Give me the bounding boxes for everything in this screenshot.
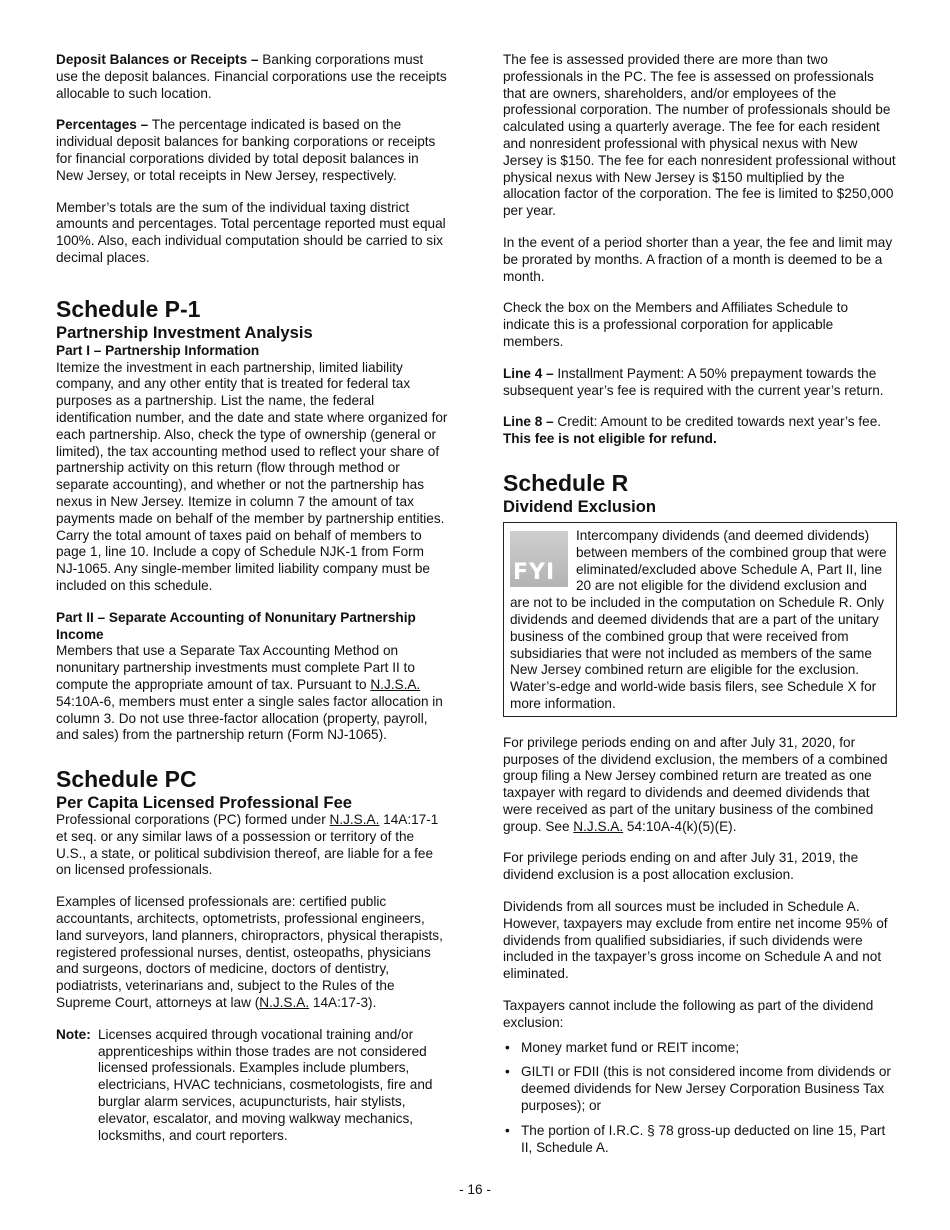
bullet-icon: • xyxy=(505,1122,510,1138)
left-column xyxy=(56,52,448,1144)
schedule-p1-subtitle: Partnership Investment Analysis xyxy=(56,322,313,342)
fyi-icon-label: FYI xyxy=(513,559,556,585)
line4-text: Installment Payment: A 50% prepayment towards the subsequent year’s fee is required with the current year’s return. xyxy=(503,365,884,398)
prorated-paragraph: In the event of a period shorter than a year, the fee and limit may be prorated by months. A fraction of a month is deemed to be a month. xyxy=(503,234,893,284)
bullet-text: Money market fund or REIT income; xyxy=(521,1039,740,1055)
schedule-p1-title: Schedule P-1 xyxy=(56,295,201,322)
njsa-reference: N.J.S.A. xyxy=(259,995,310,1011)
line8-paragraph xyxy=(503,414,897,448)
percentages-paragraph xyxy=(56,117,448,184)
bullet-text: GILTI or FDII (this is not considered income from dividends or deemed dividends for New Jersey Corporation Business Tax purposes); or xyxy=(521,1064,891,1114)
exclusion-bullet-list xyxy=(503,1040,897,1157)
deposit-balances-label: Deposit Balances or Receipts – xyxy=(56,52,259,67)
bullet-icon: • xyxy=(505,1039,510,1055)
pc-intro-text-a: Professional corporations (PC) formed under xyxy=(56,812,330,828)
percentages-text: The percentage indicated is based on the individual deposit balances for banking corporations or receipts for financial corporations divided by total deposit balances in New Jersey, or total receipts in New Jersey, respectively. xyxy=(56,117,436,183)
deposit-balances-text: Banking corporations must use the deposit balances. Financial corporations use the receipts allocable to such location. xyxy=(56,52,447,101)
note-text: Licenses acquired through vocational training and/or apprenticeships within those trades are not considered licensed professionals. Examples include plumbers, electricians, HVAC technicians, cosmetologists, fire and burglar alarm services, acupuncturists, hair stylists, elevator, escalator, and moving walkway mechanics, locksmiths, and court reporters. xyxy=(98,1026,433,1143)
line4-label: Line 4 – xyxy=(503,365,554,381)
percentages-label: Percentages – xyxy=(56,117,149,133)
p2020-paragraph xyxy=(503,735,897,836)
members-totals-paragraph: Member’s totals are the sum of the individual taxing district amounts and percentages. Total percentage reported must equal 100%. Also, each individual computation should be carried to six decimal places. xyxy=(56,199,446,265)
schedule-pc-title: Schedule PC xyxy=(56,766,197,793)
p2020-text-a: For privilege periods ending on and after July 31, 2020, for purposes of the dividend exclusion, the members of a combined group filing a New Jersey combined return are treated as one taxpayer with regard to dividends and deemed dividends that were received as part of the unitary business of the combined group. See xyxy=(503,734,888,834)
p2020-text-b: 54:10A-4(k)(5)(E). xyxy=(623,818,737,834)
fee-assessed-paragraph: The fee is assessed provided there are more than two professionals in the PC. The fee is assessed on professionals that are owners, shareholders, and/or employees of the professional corporation. The number of professionals should be calculated using a quarterly average. The fee for each resident and nonresident professional with physical nexus with New Jersey is $150. The fee for each nonresident professional without physical nexus with New Jersey is $150 multiplied by the allocation factor of the corporation. The fee is limited to $250,000 per year. xyxy=(503,52,896,219)
pc-note xyxy=(56,1027,448,1145)
list-item xyxy=(503,1040,897,1057)
list-item xyxy=(503,1064,897,1114)
pc-examples-paragraph xyxy=(56,894,448,1012)
all-sources-paragraph: Dividends from all sources must be included in Schedule A. However, taxpayers may exclude from entire net income 95% of dividends from qualified subsidiaries, if such dividends were included in the taxpayer’s gross income on Schedule A and not eliminated. xyxy=(503,899,888,982)
pc-intro-paragraph xyxy=(56,812,448,879)
check-box-paragraph: Check the box on the Members and Affiliates Schedule to indicate this is a professional corporation for applicable members. xyxy=(503,300,849,349)
line4-paragraph xyxy=(503,366,897,400)
schedule-r-subtitle: Dividend Exclusion xyxy=(503,496,657,516)
p1-part2-text xyxy=(56,643,448,744)
line8-text: Credit: Amount to be credited towards next year’s fee. xyxy=(553,414,882,430)
pc-examples-text-a: Examples of licensed professionals are: certified public accountants, architects, optometrists, professional engineers, land surveyors, land planners, chiropractors, physical therapists, registered professional nurses, dentist, osteopaths, physicians and surgeons, doctors of medicine, doctors of dentistry, podiatrists, veterinarians and, subject to the Rules of the Supreme Court, attorneys at law ( xyxy=(56,894,443,1011)
page-number: - 16 - xyxy=(459,1182,491,1197)
p1-part2-text-b: 54:10A-6, members must enter a single sales factor allocation in column 3. Do not use three-factor allocation (property, payroll, and sales) from the partnership return (Form NJ-1065). xyxy=(56,693,443,743)
njsa-reference: N.J.S.A. xyxy=(329,812,380,828)
p2019-paragraph: For privilege periods ending on and after July 31, 2019, the dividend exclusion is a post allocation exclusion. xyxy=(503,850,859,883)
bullet-icon: • xyxy=(505,1064,510,1080)
fyi-icon xyxy=(510,531,568,587)
schedule-pc-subtitle: Per Capita Licensed Professional Fee xyxy=(56,793,353,813)
p1-part2-heading: Part II – Separate Accounting of Nonunitary Partnership Income xyxy=(56,609,416,642)
line8-label: Line 8 – xyxy=(503,414,554,430)
njsa-reference: N.J.S.A. xyxy=(370,676,421,692)
p1-part1-text: Itemize the investment in each partnership, limited liability company, and any other entity that is treated for federal tax purposes as a partnership. List the name, the federal identification number, and the date and state where organized for each partnership. Also, check the type of ownership (general or limited), the tax accounting method used to reflect your share of partnership activity on this return (flow through method or separate accounting), and whether or not the partnership has nexus in New Jersey. Itemize in column 7 the amount of tax payments made on behalf of the member by partnership entities. Carry the total amount of taxes paid on behalf of members to page 1, line 10. Include a copy of Schedule NJK-1 from Form NJ-1065. Any single-member limited liability company must be included on this schedule. xyxy=(56,359,448,593)
pc-examples-text-b: 14A:17-3). xyxy=(309,995,377,1011)
fyi-text: Intercompany dividends (and deemed dividends) between members of the combined group that were eliminated/excluded above Schedule A, Part II, line 20 are not eligible for the dividend exclusion and are not to be included in the computation on Schedule R. Only dividends and deemed dividends that are a part of the unitary business of the combined group that were received from subsidiaries that were not included as members of the same New Jersey combined return are eligible for the exclusion. Water’s-edge and world-wide basis filers, see Schedule X for more information. xyxy=(510,527,887,711)
p1-part1-heading: Part I – Partnership Information xyxy=(56,342,260,358)
note-label: Note: xyxy=(56,1026,91,1042)
deposit-balances-paragraph xyxy=(56,52,448,102)
line8-bold-text: This fee is not eligible for refund. xyxy=(503,431,717,447)
njsa-reference: N.J.S.A. xyxy=(573,818,624,834)
p1-part2-text-a: Members that use a Separate Tax Accounting Method on nonunitary partnership investments must complete Part II to compute the appropriate amount of tax. Pursuant to xyxy=(56,643,415,692)
cannot-include-paragraph: Taxpayers cannot include the following as part of the dividend exclusion: xyxy=(503,998,874,1030)
list-item xyxy=(503,1123,897,1157)
schedule-r-title: Schedule R xyxy=(503,469,629,496)
right-column xyxy=(503,52,897,1164)
fyi-box xyxy=(503,522,897,717)
bullet-text: The portion of I.R.C. § 78 gross-up deducted on line 15, Part II, Schedule A. xyxy=(521,1122,886,1155)
pc-intro-text-b: 14A:17-1 et seq. or any similar laws of a possession or territory of the U.S., a state, or political subdivision thereof, are liable for a fee on licensed professionals. xyxy=(56,812,439,878)
